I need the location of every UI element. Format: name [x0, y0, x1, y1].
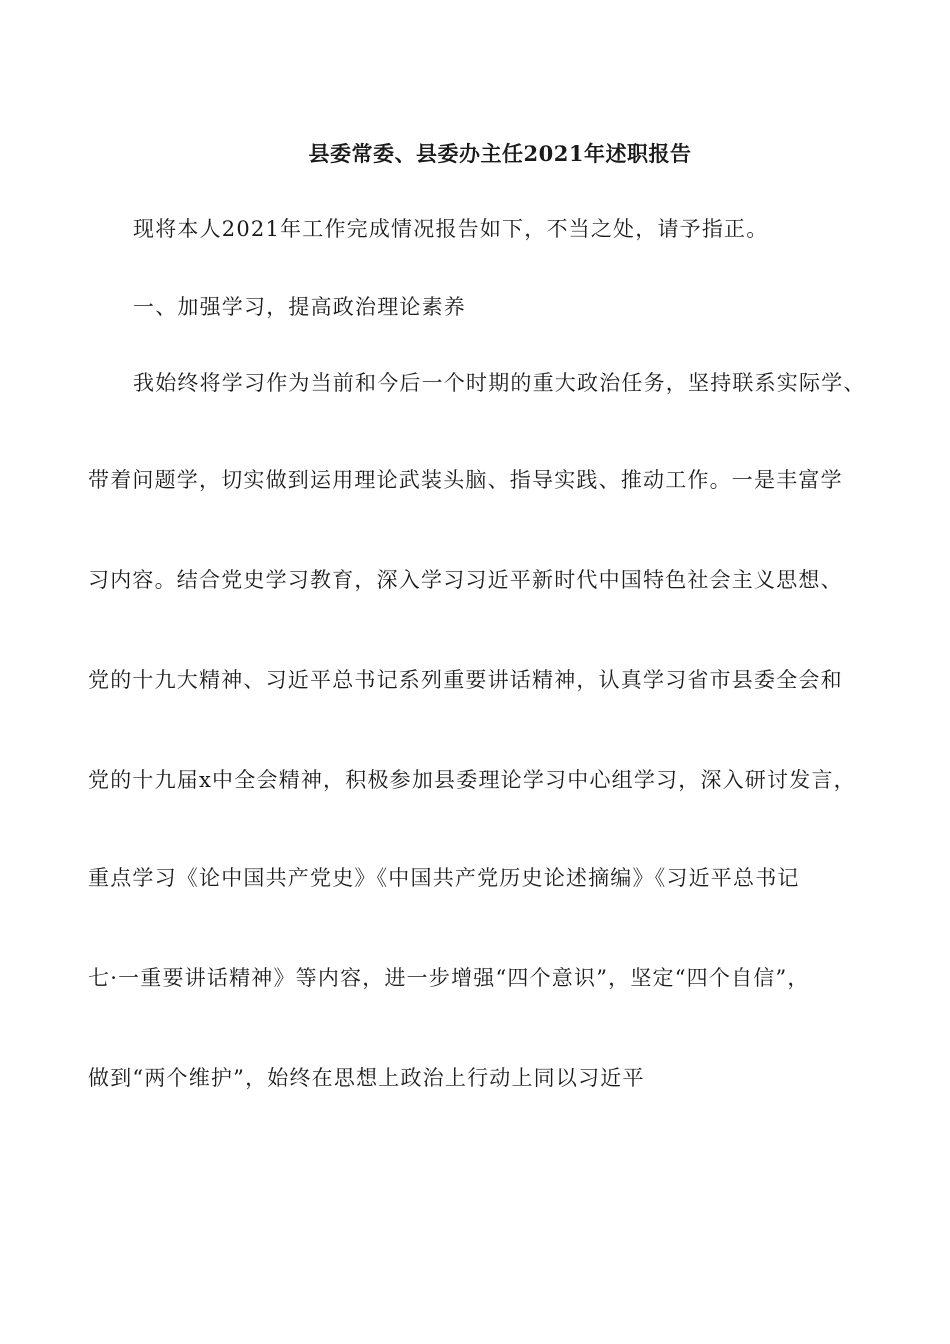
paragraph-line: 做到“两个维护”，始终在思想上政治上行动上同以习近平	[88, 1066, 645, 1090]
paragraph-line: 七·一重要讲话精神》等内容，进一步增强“四个意识”，坚定“四个自信”，	[88, 966, 810, 990]
intro-line: 现将本人2021年工作完成情况报告如下，不当之处，请予指正。	[133, 217, 769, 241]
section-heading: 一、加强学习，提高政治理论素养	[133, 295, 466, 319]
document-title: 县委常委、县委办主任2021年述职报告	[308, 141, 692, 166]
paragraph-line: 习内容。结合党史学习教育，深入学习习近平新时代中国特色社会主义思想、	[88, 568, 843, 592]
paragraph-line: 带着问题学，切实做到运用理论武装头脑、指导实践、推动工作。一是丰富学	[88, 468, 843, 492]
paragraph-line: 党的十九大精神、习近平总书记系列重要讲话精神，认真学习省市县委全会和	[88, 668, 843, 692]
paragraph-line: 我始终将学习作为当前和今后一个时期的重大政治任务，坚持联系实际学、	[133, 371, 866, 395]
paragraph-line: 重点学习《论中国共产党史》《中国共产党历史论述摘编》《习近平总书记	[88, 866, 800, 890]
paragraph-line: 党的十九届x中全会精神，积极参加县委理论学习中心组学习，深入研讨发言，	[88, 768, 856, 792]
